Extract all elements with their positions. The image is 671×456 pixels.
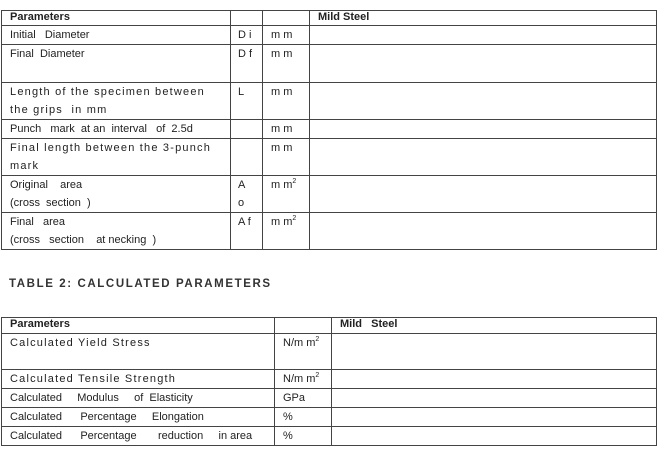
row-unit: GPa [275, 389, 332, 408]
header-mild-steel: Mild Steel [332, 318, 657, 334]
unit-superscript: 2 [292, 215, 297, 222]
table-row [2, 139, 657, 176]
table-row [2, 83, 657, 120]
row-unit: m m [263, 26, 310, 45]
row-symbol: D i [231, 26, 263, 45]
row-value[interactable] [310, 45, 657, 83]
row-param: Punch mark at an interval of 2.5d [2, 120, 231, 139]
row-param: Final Diameter [2, 45, 231, 83]
header-parameters: Parameters [2, 11, 231, 26]
row-unit: m m [263, 139, 310, 176]
row-param: Final length between the 3-punch mark [2, 139, 231, 176]
unit-text: m m [271, 179, 293, 191]
unit-text: m m [271, 216, 293, 228]
row-value[interactable] [332, 408, 657, 427]
header-mild-steel: Mild Steel [310, 11, 657, 26]
row-symbol [231, 139, 263, 176]
row-unit [275, 334, 332, 370]
row-value[interactable] [332, 427, 657, 446]
row-unit [263, 213, 310, 250]
table-row [2, 427, 657, 446]
row-param: Calculated Percentage Elongation [2, 408, 275, 427]
row-symbol: D f [231, 45, 263, 83]
table-header-row [2, 11, 657, 26]
table-row [2, 389, 657, 408]
row-unit: m m [263, 45, 310, 83]
row-value[interactable] [310, 83, 657, 120]
table-header-row [2, 318, 657, 334]
row-value[interactable] [310, 139, 657, 176]
calculated-parameters-table [1, 317, 657, 446]
row-param: Calculated Tensile Strength [2, 370, 275, 389]
row-value[interactable] [332, 370, 657, 389]
row-unit: % [275, 408, 332, 427]
row-symbol: L [231, 83, 263, 120]
unit-text: N/m m [283, 337, 316, 349]
row-value[interactable] [310, 176, 657, 213]
material-parameters-table [1, 10, 657, 250]
row-unit: m m [263, 120, 310, 139]
header-parameters: Parameters [2, 318, 275, 334]
table-row [2, 213, 657, 250]
row-symbol [231, 120, 263, 139]
row-value[interactable] [310, 120, 657, 139]
header-symbol [231, 11, 263, 26]
unit-superscript: 2 [292, 178, 297, 185]
unit-superscript: 2 [315, 336, 320, 343]
row-unit [263, 176, 310, 213]
row-param: Initial Diameter [2, 26, 231, 45]
unit-text: N/m m [283, 373, 316, 385]
row-symbol: A f [231, 213, 263, 250]
header-unit [263, 11, 310, 26]
table-row [2, 370, 657, 389]
row-symbol: A o [231, 176, 263, 213]
table-row [2, 408, 657, 427]
table-row [2, 334, 657, 370]
table-row [2, 120, 657, 139]
row-unit [275, 370, 332, 389]
row-param: Original area (cross section ) [2, 176, 231, 213]
row-unit: m m [263, 83, 310, 120]
table-2-caption: TABLE 2: CALCULATED PARAMETERS [9, 278, 272, 290]
row-param: Length of the specimen between the grips in mm [2, 83, 231, 120]
header-unit [275, 318, 332, 334]
row-value[interactable] [310, 213, 657, 250]
row-param: Calculated Yield Stress [2, 334, 275, 370]
row-param: Calculated Percentage reduction in area [2, 427, 275, 446]
row-param: Final area (cross section at necking ) [2, 213, 231, 250]
row-unit: % [275, 427, 332, 446]
row-value[interactable] [332, 334, 657, 370]
row-value[interactable] [332, 389, 657, 408]
row-param: Calculated Modulus of Elasticity [2, 389, 275, 408]
unit-superscript: 2 [315, 372, 320, 379]
row-value[interactable] [310, 26, 657, 45]
table-row [2, 45, 657, 83]
table-row [2, 26, 657, 45]
table-row [2, 176, 657, 213]
